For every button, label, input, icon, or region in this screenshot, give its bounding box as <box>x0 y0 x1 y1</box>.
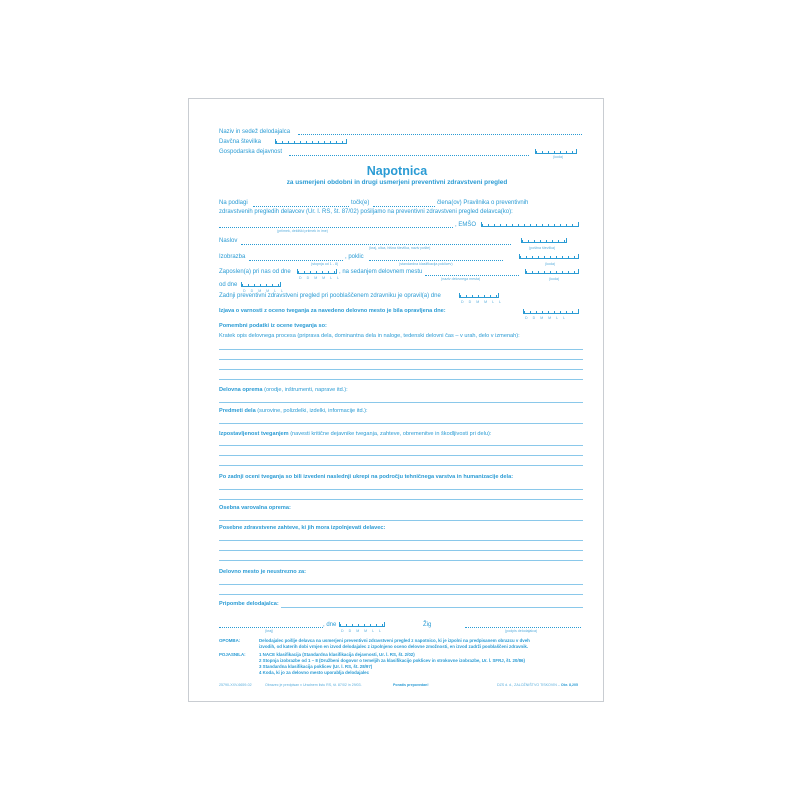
opomba-text-2: izvodih, od katerih dobi vrnjen en izvod delodajalec z izpolnjeno oceno delovne zmožnosti, en izvod zadrži pooblaščeni zdravnik. <box>259 644 529 649</box>
ppe-line-1[interactable] <box>219 520 583 521</box>
tax-number-boxes[interactable] <box>275 139 347 144</box>
signature-date-boxes[interactable] <box>339 622 385 627</box>
from-date-boxes[interactable] <box>241 282 281 287</box>
profession-code-boxes[interactable] <box>519 254 579 259</box>
employed-date-boxes[interactable] <box>297 269 337 274</box>
emso-boxes[interactable] <box>481 222 579 227</box>
activity-label: Gospodarska dejavnost <box>219 149 283 155</box>
equipment-label-bold: Delovna oprema <box>219 387 263 393</box>
exposure-label-bold: Izpostavljenost tveganjem <box>219 431 289 437</box>
stamp-label: Žig <box>423 622 432 628</box>
footer-publisher <box>497 684 578 688</box>
footer-publisher-text: DZS d. d., ZALOŽNIŠTVO TISKOVIN – <box>497 683 561 687</box>
objects-line-1[interactable] <box>219 423 583 424</box>
unsuitable-line-2[interactable] <box>219 594 583 595</box>
objects-label-bold: Predmeti dela <box>219 408 256 414</box>
process-line-1[interactable] <box>219 349 583 350</box>
measures-line-2[interactable] <box>219 499 583 500</box>
activity-code-hint: (koda) <box>553 155 564 159</box>
address-label: Naslov <box>219 238 238 244</box>
health-req-label: Posebne zdravstvene zahteve, ki jih mora izpolnjevati delavec: <box>219 525 386 531</box>
last-exam-date-boxes[interactable] <box>459 293 499 298</box>
objects-label <box>219 409 368 415</box>
remarks-line-1[interactable] <box>281 607 583 608</box>
profession-label: , poklic <box>345 254 364 260</box>
risk-statement-date-boxes[interactable] <box>523 309 579 314</box>
employer-name-label: Naziv in sedež delodajalca <box>219 129 291 135</box>
profession-hint: (standardna klasifikacija poklicev) <box>399 262 453 266</box>
exposure-label <box>219 432 491 438</box>
process-line-4[interactable] <box>219 379 583 380</box>
post-code-boxes[interactable] <box>525 269 579 274</box>
address-line[interactable] <box>241 244 511 245</box>
form-sheet <box>188 98 604 702</box>
process-line-2[interactable] <box>219 359 583 360</box>
health-req-line-1[interactable] <box>219 540 583 541</box>
worker-name-line[interactable] <box>219 227 453 228</box>
opomba-text-1: Delodajalec pošlje delavca na usmerjeni preventivni zdravstveni pregled z napotnico, ki je izpolni na predpisanem obrazcu v dveh <box>259 638 530 643</box>
important-data-heading: Pomembni podatki iz ocene tveganja so: <box>219 323 327 329</box>
signature-hint: (podpis delodajalca) <box>505 629 538 633</box>
points-label: točk(e) <box>351 200 370 206</box>
footer-reprint: Ponatis prepovedan! <box>393 683 429 687</box>
last-exam-label: Zadnji preventivni zdravstveni pregled pri pooblaščenem zdravniku je opravil(a) dne <box>219 293 441 299</box>
place-line[interactable] <box>219 627 323 628</box>
points-line[interactable] <box>373 206 435 207</box>
risk-statement-date-hint: D D M M L L <box>525 316 568 320</box>
employer-name-line[interactable] <box>298 134 582 135</box>
current-post-hint: (naziv delovnega mesta) <box>441 277 481 281</box>
form-title: Napotnica <box>366 164 428 178</box>
emso-label: , EMŠO <box>455 222 477 228</box>
last-exam-date-hint: D D M M L L <box>461 300 504 304</box>
opomba-label: OPOMBA: <box>219 638 241 643</box>
activity-code-boxes[interactable] <box>535 149 577 154</box>
employed-label: Zaposlen(a) pri nas od dne <box>219 269 291 275</box>
objects-label-rest: (surovine, polizdelki, izdelki, informacije itd.): <box>255 408 368 414</box>
post-code-hint: (koda) <box>549 277 560 281</box>
exposure-line-2[interactable] <box>219 455 583 456</box>
signature-line[interactable] <box>465 627 581 628</box>
activity-line[interactable] <box>289 155 529 156</box>
place-hint: (kraj) <box>265 629 274 633</box>
equipment-label-rest: (orodje, inštrumenti, naprave itd.): <box>262 387 348 393</box>
pojasnila-label: POJASNILA: <box>219 652 246 657</box>
profession-line[interactable] <box>369 260 503 261</box>
process-line-3[interactable] <box>219 369 583 370</box>
postal-boxes[interactable] <box>521 238 567 243</box>
postal-hint: (poštna številka) <box>529 246 556 250</box>
process-label: Kratek opis delovnega procesa (priprava dela, dominantna dela in naloge, tedenski delovni čas – v urah, delo v izmenah): <box>219 333 520 339</box>
footer-form-no: Obr. 8,205 <box>560 683 579 687</box>
footer-approval: Obrazec je predpisan v Uradnem listu RS, št. 87/02 in 29/03. <box>265 683 362 687</box>
unsuitable-label: Delovno mesto je neustrezno za: <box>219 569 307 575</box>
pojasnila-3: 3 Standardna klasifikacija poklicev (Ur. l. RS, št. 28/97) <box>259 664 373 669</box>
pojasnila-1: 1 NACE klasifikacija (Standardna klasifikacija dejavnosti, Ur. l. RS, št. 2/02) <box>259 652 415 657</box>
tax-number-label: Davčna številka <box>219 139 262 145</box>
members-label: člena(ov) Pravilnika o preventivnih <box>437 200 529 206</box>
employed-date-hint: D D M M L L <box>299 276 342 280</box>
intro-line-2: zdravstvenih pregledih delavcev (Ur. l. RS, št. 87/02) pošiljamo na preventivni zdravstveni pregled delavca(ko): <box>219 209 513 215</box>
address-hint: (kraj, ulica, hišna številka, naziv pošte) <box>369 246 431 250</box>
remarks-label: Pripombe delodajalca: <box>219 601 279 607</box>
form-subtitle: za usmerjeni obdobni in drugi usmerjeni preventivni zdravstveni pregled <box>286 179 508 186</box>
based-on-line[interactable] <box>253 206 349 207</box>
current-post-line[interactable] <box>425 275 519 276</box>
measures-label: Po zadnji oceni tveganja so bili izvedeni naslednji ukrepi na področju tehničnega varstva in humanizacije dela: <box>219 474 514 480</box>
profession-code-hint: (koda) <box>545 262 556 266</box>
exposure-line-1[interactable] <box>219 445 583 446</box>
exposure-label-rest: (navesti kritične dejavnike tveganja, zahteve, obremenitve in škodljivosti pri delu): <box>288 431 492 437</box>
unsuitable-line-1[interactable] <box>219 584 583 585</box>
worker-name-hint: (priimek, dekliški priimek in ime) <box>277 229 328 233</box>
exposure-line-3[interactable] <box>219 465 583 466</box>
signature-date-hint: D D M M L L <box>341 629 384 633</box>
equipment-label <box>219 388 348 394</box>
signature-date-label: , dne <box>323 622 337 628</box>
pojasnila-2: 2 Stopnja izobrazbe od 1 – 8 (Družbeni dogovor o temeljih za klasifikacijo poklicev in strokovne izobrazbe, Ur. l. SFRJ, št. 20/86) <box>259 658 525 663</box>
health-req-line-2[interactable] <box>219 550 583 551</box>
risk-statement-label: Izjava o varnosti z oceno tveganja za navedeno delovno mesto je bila opravljena dne: <box>219 308 446 314</box>
education-line[interactable] <box>249 260 343 261</box>
education-hint: (stopnja od 1 - 8) <box>311 262 339 266</box>
equipment-line-1[interactable] <box>219 402 583 403</box>
health-req-line-3[interactable] <box>219 560 583 561</box>
pojasnila-4: 4 Koda, ki jo za delovno mesto uporablja delodajalec <box>259 670 370 675</box>
measures-line-1[interactable] <box>219 489 583 490</box>
education-label: Izobrazba <box>219 254 246 260</box>
ppe-label: Osebna varovalna oprema: <box>219 505 291 511</box>
from-date-hint: D D M M L L <box>243 289 286 293</box>
footer-code: 25790-XXV-6659-02 <box>219 683 252 687</box>
current-post-label: , na sedanjem delovnem mestu <box>339 269 423 275</box>
from-date-label: od dne <box>219 282 238 288</box>
based-on-label: Na podlagi <box>219 200 248 206</box>
